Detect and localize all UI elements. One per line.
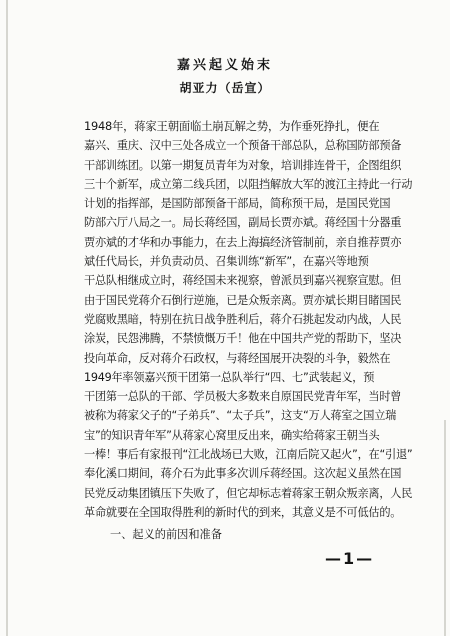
body-line: 1948年，蒋家王朝面临土崩瓦解之势，为作垂死挣扎，便在 bbox=[84, 119, 380, 133]
body-line: 干总队相继成立时，蒋经国未来视察，曾派员到嘉兴视察宣慰。但 bbox=[84, 274, 402, 288]
body-line: 计划的指挥部，是国防部预备干部局，简称预干局，是国民党国 bbox=[84, 197, 391, 211]
body-line: 民党反动集团镇压下失败了，但它却标志着蒋家王朝众叛亲离，人民 bbox=[84, 486, 413, 500]
body-line: 革命就要在全国取得胜利的新时代的到来，其意义是不可低估的。 bbox=[84, 505, 402, 519]
body-line: 奉化溪口期间，蒋介石为此事多次训斥蒋经国。这次起义虽然在国 bbox=[84, 467, 402, 481]
section-heading: 一、起义的前因和准备 bbox=[110, 528, 222, 541]
body-line: 党腐败黑暗，特别在抗日战争胜利后，蒋介石挑起发动内战，人民 bbox=[84, 312, 402, 326]
body-line: 斌任代局长，并负责动员、召集训练“新军”，在嘉兴等地预 bbox=[84, 255, 369, 269]
body-line: 涂炭，民怨沸腾，不禁愤慨万千！他在中国共产党的帮助下，坚决 bbox=[84, 332, 402, 346]
body-line: 被称为蒋家父子的“子弟兵”、“太子兵”，这支“万人蒋室之国立瑞 bbox=[84, 409, 397, 423]
body-line: 由于国民党蒋介石倒行逆施，已是众叛亲离。贾亦斌长期目睹国民 bbox=[84, 293, 402, 307]
document-body bbox=[84, 117, 414, 522]
document-title: 嘉兴起义始末 bbox=[176, 58, 273, 73]
body-line: 干团第一总队的干部、学员极大多数来自原国民党青年军，当时曾 bbox=[84, 390, 402, 404]
page-edge-shadow-right bbox=[444, 420, 446, 636]
body-line: 干部训练团。以第一期复员青年为对象，培训排连骨干，企图组织 bbox=[84, 158, 402, 172]
body-line: 贾亦斌的才华和办事能力，在去上海搞经济管制前，亲自推荐贾亦 bbox=[84, 235, 402, 249]
body-line: 1949年率领嘉兴预干团第一总队举行“四、七”武装起义，预 bbox=[84, 370, 375, 384]
body-line: 三十个新军，成立第二线兵团，以阻挡解放大军的渡江主持此一行动 bbox=[84, 177, 413, 191]
document-author: 胡亚力（岳宣） bbox=[179, 81, 271, 95]
body-line: 一棒！事后有家报刊“江北战场已大败，江南后院又起火”，在“引退” bbox=[84, 448, 413, 462]
body-line: 防部六厅八局之一。局长蒋经国，副局长贾亦斌。蒋经国十分器重 bbox=[84, 216, 402, 230]
body-line: 投向革命，反对蒋介石政权，与蒋经国展开决裂的斗争，毅然在 bbox=[84, 351, 391, 365]
page-number: —1— bbox=[325, 549, 375, 568]
body-line: 宝”的知识青年军”从蒋家心窝里反出来，确实给蒋家王朝当头 bbox=[84, 428, 380, 442]
body-line: 嘉兴、重庆、汉中三处各成立一个预备干部总队，总称国防部预备 bbox=[84, 139, 402, 153]
